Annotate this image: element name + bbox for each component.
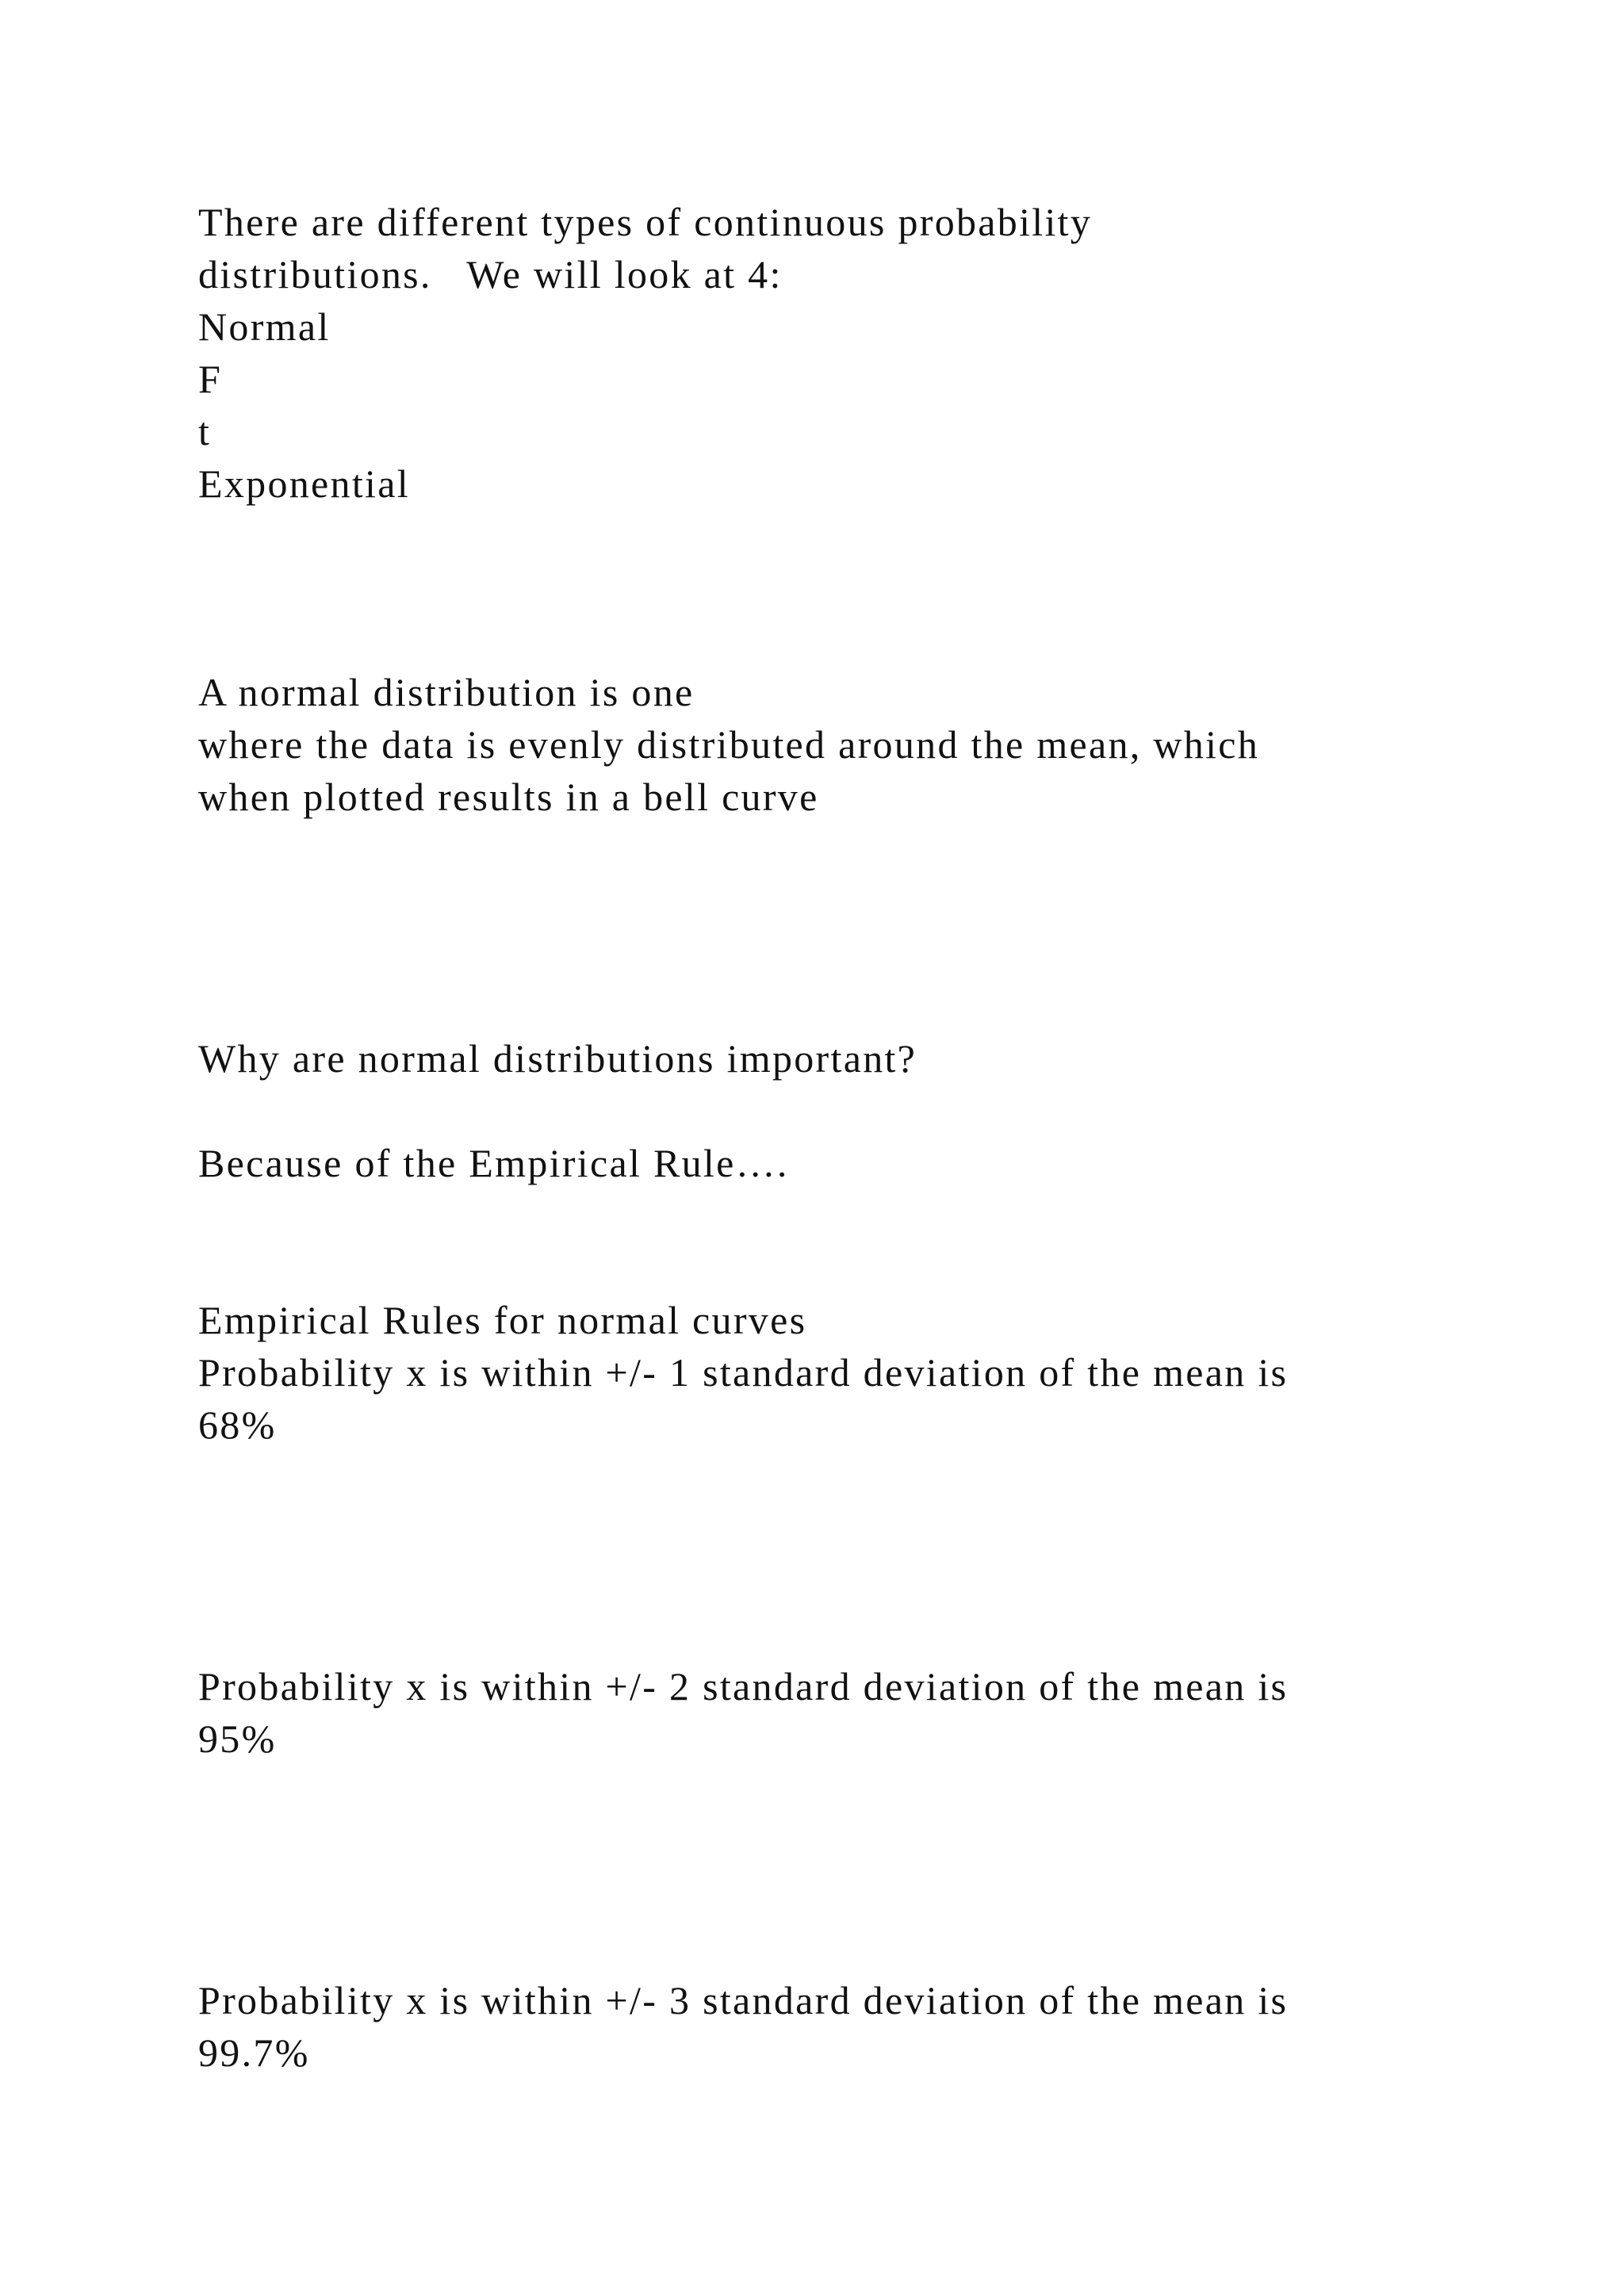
- normal-definition-line-3: when plotted results in a bell curve: [198, 775, 819, 819]
- importance-answer: Because of the Empirical Rule….: [198, 1141, 789, 1185]
- empirical-rule-1-value: 68%: [198, 1402, 277, 1447]
- normal-definition-line-2: where the data is evenly distributed around the mean, which: [198, 722, 1260, 767]
- empirical-rules-heading: Empirical Rules for normal curves: [198, 1298, 807, 1342]
- empirical-rule-3-text: Probability x is within +/- 3 standard deviation of the mean is: [198, 1978, 1289, 2022]
- empirical-rule-2-text: Probability x is within +/- 2 standard deviation of the mean is: [198, 1664, 1289, 1709]
- distribution-type-t: t: [198, 409, 212, 453]
- distribution-type-f: F: [198, 357, 223, 401]
- empirical-rule-3-value: 99.7%: [198, 2030, 310, 2075]
- importance-question: Why are normal distributions important?: [198, 1036, 917, 1081]
- normal-definition-line-1: A normal distribution is one: [198, 670, 695, 714]
- intro-line-1: There are different types of continuous probability: [198, 200, 1093, 244]
- intro-line-2: distributions. We will look at 4:: [198, 252, 783, 297]
- empirical-rule-2-value: 95%: [198, 1716, 277, 1761]
- distribution-type-normal: Normal: [198, 304, 331, 349]
- empirical-rule-1-text: Probability x is within +/- 1 standard deviation of the mean is: [198, 1350, 1289, 1395]
- distribution-type-exponential: Exponential: [198, 461, 410, 506]
